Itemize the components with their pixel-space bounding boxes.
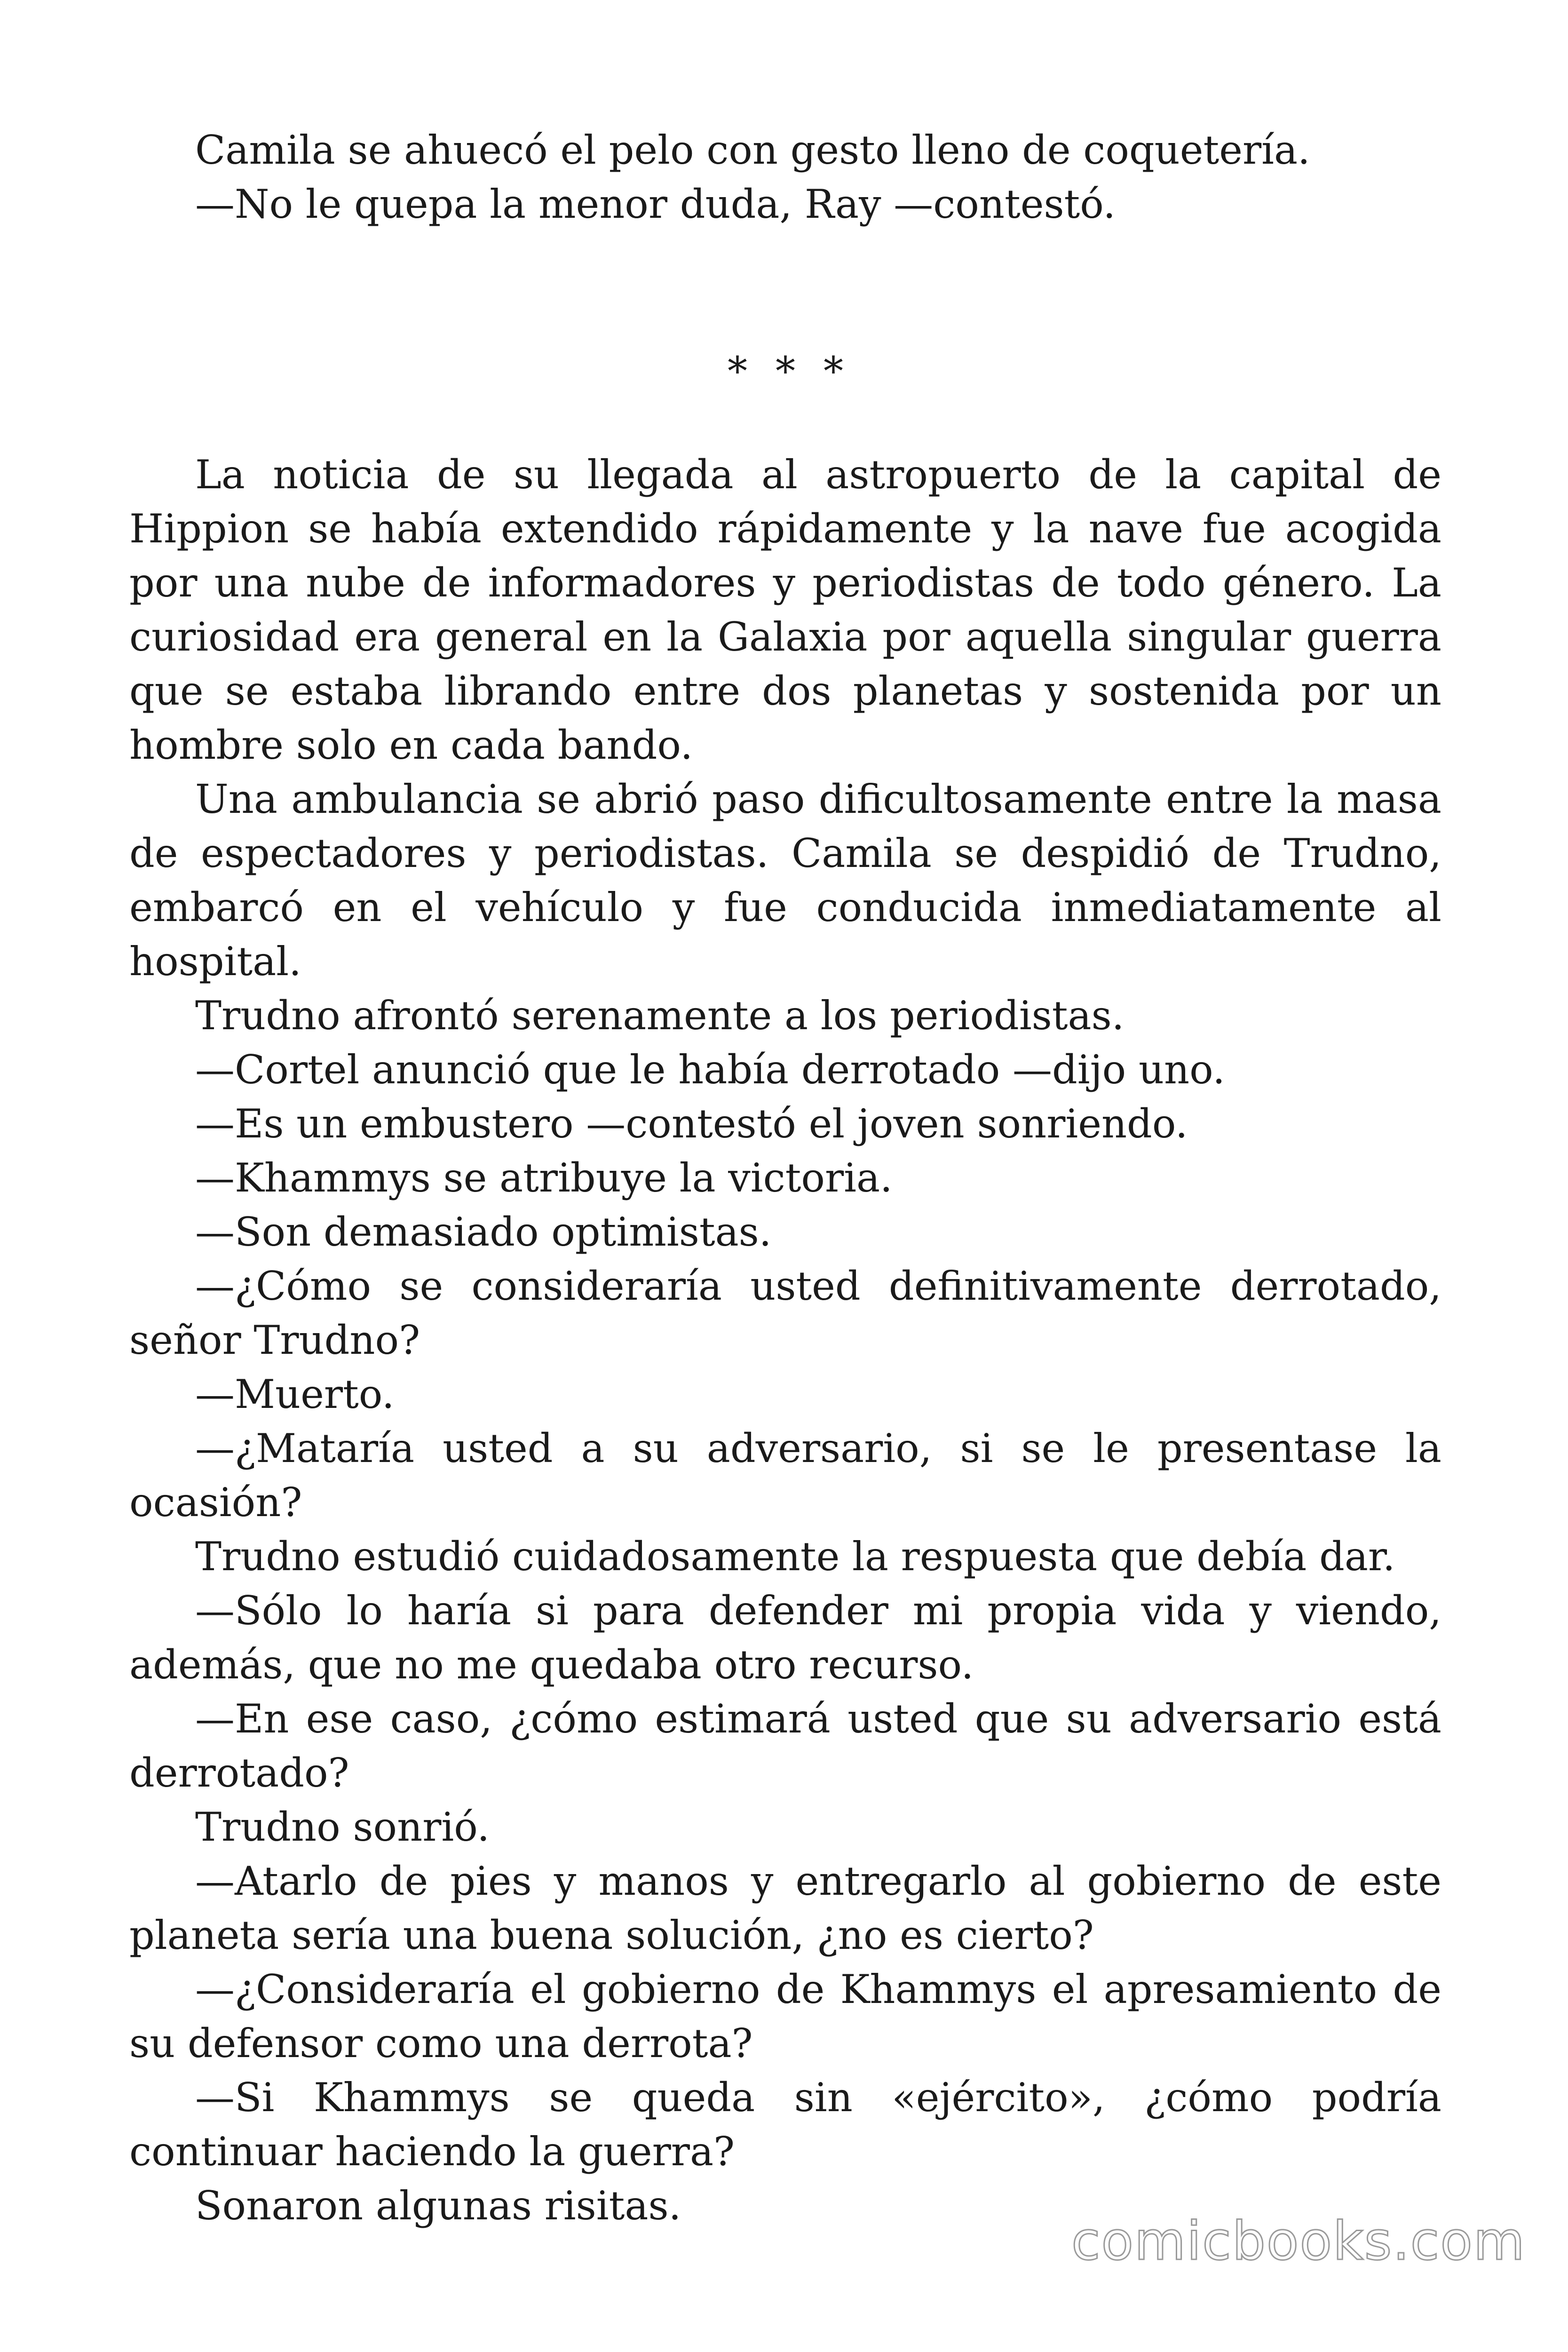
paragraph: Trudno estudió cuidadosamente la respuesta que debía dar.: [195, 1534, 1395, 1580]
paragraph: La noticia de su llegada al astropuerto de la capital de Hippion se había extendido rápidamente y la nave fue acogida por una nube de informadores y periodistas de todo género. La curiosidad era general en la Galaxia por aquella singular guerra que se estaba librando entre dos planetas y sostenida por un hombre solo en cada bando.: [129, 452, 1441, 768]
paragraph: —Cortel anunció que le había derrotado —dijo uno.: [195, 1047, 1225, 1093]
paragraph: —Atarlo de pies y manos y entregarlo al gobierno de este planeta sería una buena solución, ¿no es cierto?: [129, 1858, 1441, 1958]
paragraph: —¿Mataría usted a su adversario, si se le presentase la ocasión?: [129, 1425, 1441, 1526]
paragraph: —Khammys se atribuye la victoria.: [195, 1155, 893, 1201]
paragraph: —En ese caso, ¿cómo estimará usted que su adversario está derrotado?: [129, 1696, 1441, 1796]
section-separator: [129, 231, 1441, 448]
paragraph: Camila se ahuecó el pelo con gesto lleno de coquetería.: [195, 127, 1310, 173]
paragraph: Trudno sonrió.: [195, 1804, 490, 1850]
paragraph: —No le quepa la menor duda, Ray —contestó.: [195, 181, 1116, 227]
separator-asterisk: *: [728, 348, 747, 394]
text-body: [129, 123, 1441, 2233]
paragraph: —Sólo lo haría si para defender mi propia vida y viendo, además, que no me quedaba otro recurso.: [129, 1588, 1441, 1688]
paragraph: Una ambulancia se abrió paso dificultosamente entre la masa de espectadores y periodistas. Camila se despidió de Trudno, embarcó en el vehículo y fue conducida inmediatamente al hospital.: [129, 776, 1441, 985]
paragraph: Trudno afrontó serenamente a los periodistas.: [195, 993, 1125, 1039]
paragraph: —Muerto.: [195, 1371, 395, 1417]
watermark-logo: comicbooks.com: [1071, 2211, 1526, 2272]
paragraph: —Si Khammys se queda sin «ejército», ¿cómo podría continuar haciendo la guerra?: [129, 2074, 1441, 2175]
paragraph: Sonaron algunas risitas.: [195, 2183, 681, 2229]
paragraph: —Son demasiado optimistas.: [195, 1209, 772, 1255]
paragraph: —Es un embustero —contestó el joven sonriendo.: [195, 1101, 1188, 1147]
separator-asterisk: *: [776, 348, 795, 394]
separator-asterisk: *: [824, 348, 843, 394]
paragraph: —¿Cómo se consideraría usted definitivamente derrotado, señor Trudno?: [129, 1263, 1441, 1363]
paragraph: —¿Consideraría el gobierno de Khammys el apresamiento de su defensor como una derrota?: [129, 1966, 1441, 2066]
